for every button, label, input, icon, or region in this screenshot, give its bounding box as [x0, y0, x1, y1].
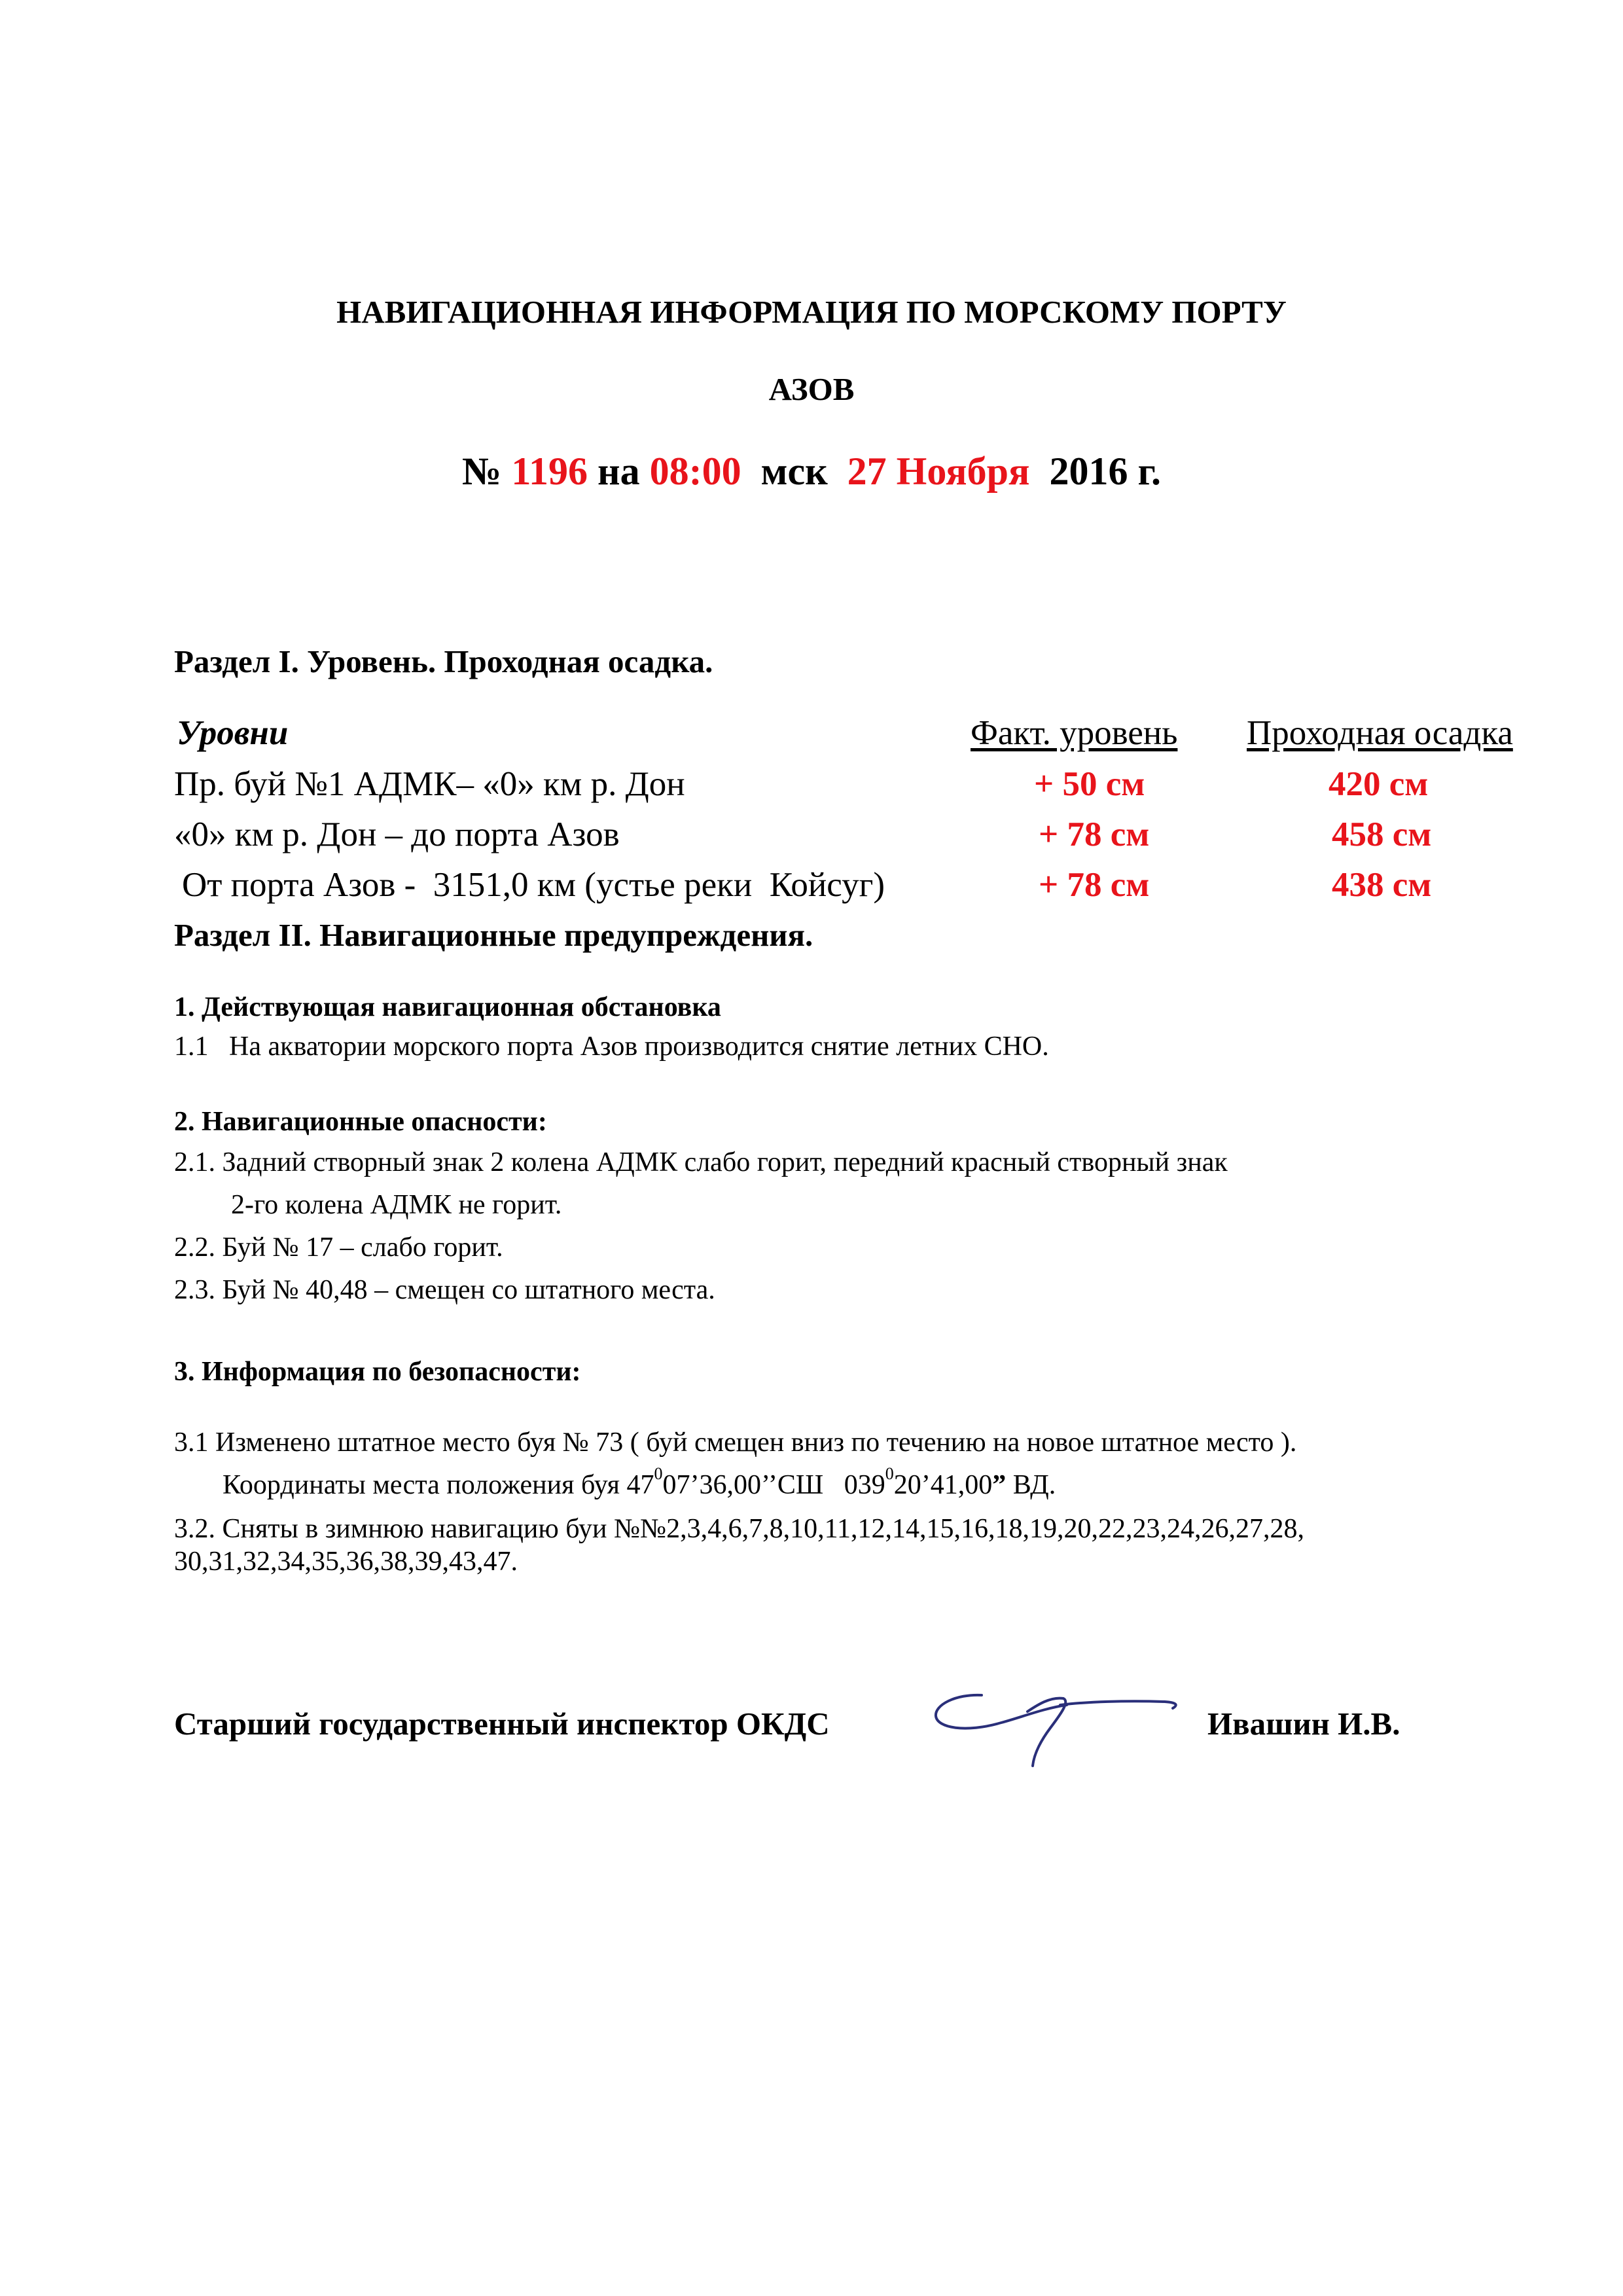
doc-title: НАВИГАЦИОННАЯ ИНФОРМАЦИЯ ПО МОРСКОМУ ПОРТУ — [336, 294, 1287, 330]
seconds-mark: ” — [992, 1470, 1007, 1500]
row-name: Пр. буй №1 АДМК– «0» км р. Дон — [174, 765, 685, 803]
lon-minutes: 20’41,00 — [893, 1470, 993, 1500]
bulletin-year: 2016 г. — [1049, 450, 1161, 493]
handwritten-signature — [929, 1676, 1191, 1774]
list-item: 3.1 Изменено штатное место буя № 73 ( буй смещен вниз по течению на новое штатное место ). — [174, 1427, 1297, 1458]
lat-minutes: 07’36,00’’СШ — [662, 1470, 844, 1500]
list-item: 2.3. Буй № 40,48 – смещен со штатного места. — [174, 1275, 715, 1305]
degree-sign: 0 — [885, 1464, 894, 1483]
list-item: 30,31,32,34,35,36,38,39,43,47. — [174, 1547, 518, 1577]
row-draft: 438 см — [1332, 866, 1432, 904]
col-header-level: Факт. уровень — [971, 714, 1178, 752]
timezone: мск — [760, 450, 828, 493]
number-prefix: № — [462, 450, 502, 493]
lon-degrees: 039 — [844, 1470, 885, 1500]
row-draft: 420 см — [1329, 765, 1429, 803]
section1-title: Раздел I. Уровень. Проходная осадка. — [174, 643, 713, 679]
list-item: 2-го колена АДМК не горит. — [231, 1190, 562, 1220]
subsection3-title: 3. Информация по безопасности: — [174, 1357, 581, 1387]
coords-label: Координаты места положения буя — [223, 1470, 627, 1500]
port-name: АЗОВ — [768, 371, 855, 407]
list-item: 3.2. Сняты в зимнюю навигацию буи №№2,3,4,6,7,8,10,11,12,14,15,16,18,19,20,22,23,24,26,27,28, — [174, 1514, 1305, 1544]
subsection2-title: 2. Навигационные опасности: — [174, 1107, 547, 1137]
list-item: 2.1. Задний створный знак 2 колена АДМК слабо горит, передний красный створный знак — [174, 1147, 1228, 1177]
bulletin-date: 27 Ноября — [847, 450, 1030, 493]
lon-suffix: ВД. — [1006, 1470, 1056, 1500]
degree-sign: 0 — [654, 1464, 663, 1483]
row-draft: 458 см — [1332, 816, 1432, 853]
signatory-name: Ивашин И.В. — [1207, 1706, 1400, 1742]
bulletin-time: 08:00 — [649, 450, 741, 493]
buoy-coordinates — [223, 1464, 1056, 1501]
lat-degrees: 47 — [626, 1470, 654, 1500]
signatory-position: Старший государственный инспектор ОКДС — [174, 1706, 830, 1742]
section2-title: Раздел II. Навигационные предупреждения. — [174, 917, 813, 953]
list-item: 1.1 На акватории морского порта Азов производится снятие летних СНО. — [174, 1031, 1049, 1062]
row-level: + 78 см — [1039, 816, 1150, 853]
col-header-name: Уровни — [177, 714, 289, 752]
row-name: От порта Азов - 3151,0 км (устье реки Койсуг) — [182, 866, 885, 904]
list-item: 2.2. Буй № 17 – слабо горит. — [174, 1232, 503, 1263]
row-level: + 78 см — [1039, 866, 1150, 904]
at-word: на — [597, 450, 640, 493]
col-header-draft: Проходная осадка — [1247, 714, 1513, 752]
bulletin-number: 1196 — [511, 450, 588, 493]
bulletin-line — [0, 449, 1623, 494]
subsection1-title: 1. Действующая навигационная обстановка — [174, 992, 721, 1022]
row-level: + 50 см — [1034, 765, 1145, 803]
row-name: «0» км р. Дон – до порта Азов — [174, 816, 620, 853]
